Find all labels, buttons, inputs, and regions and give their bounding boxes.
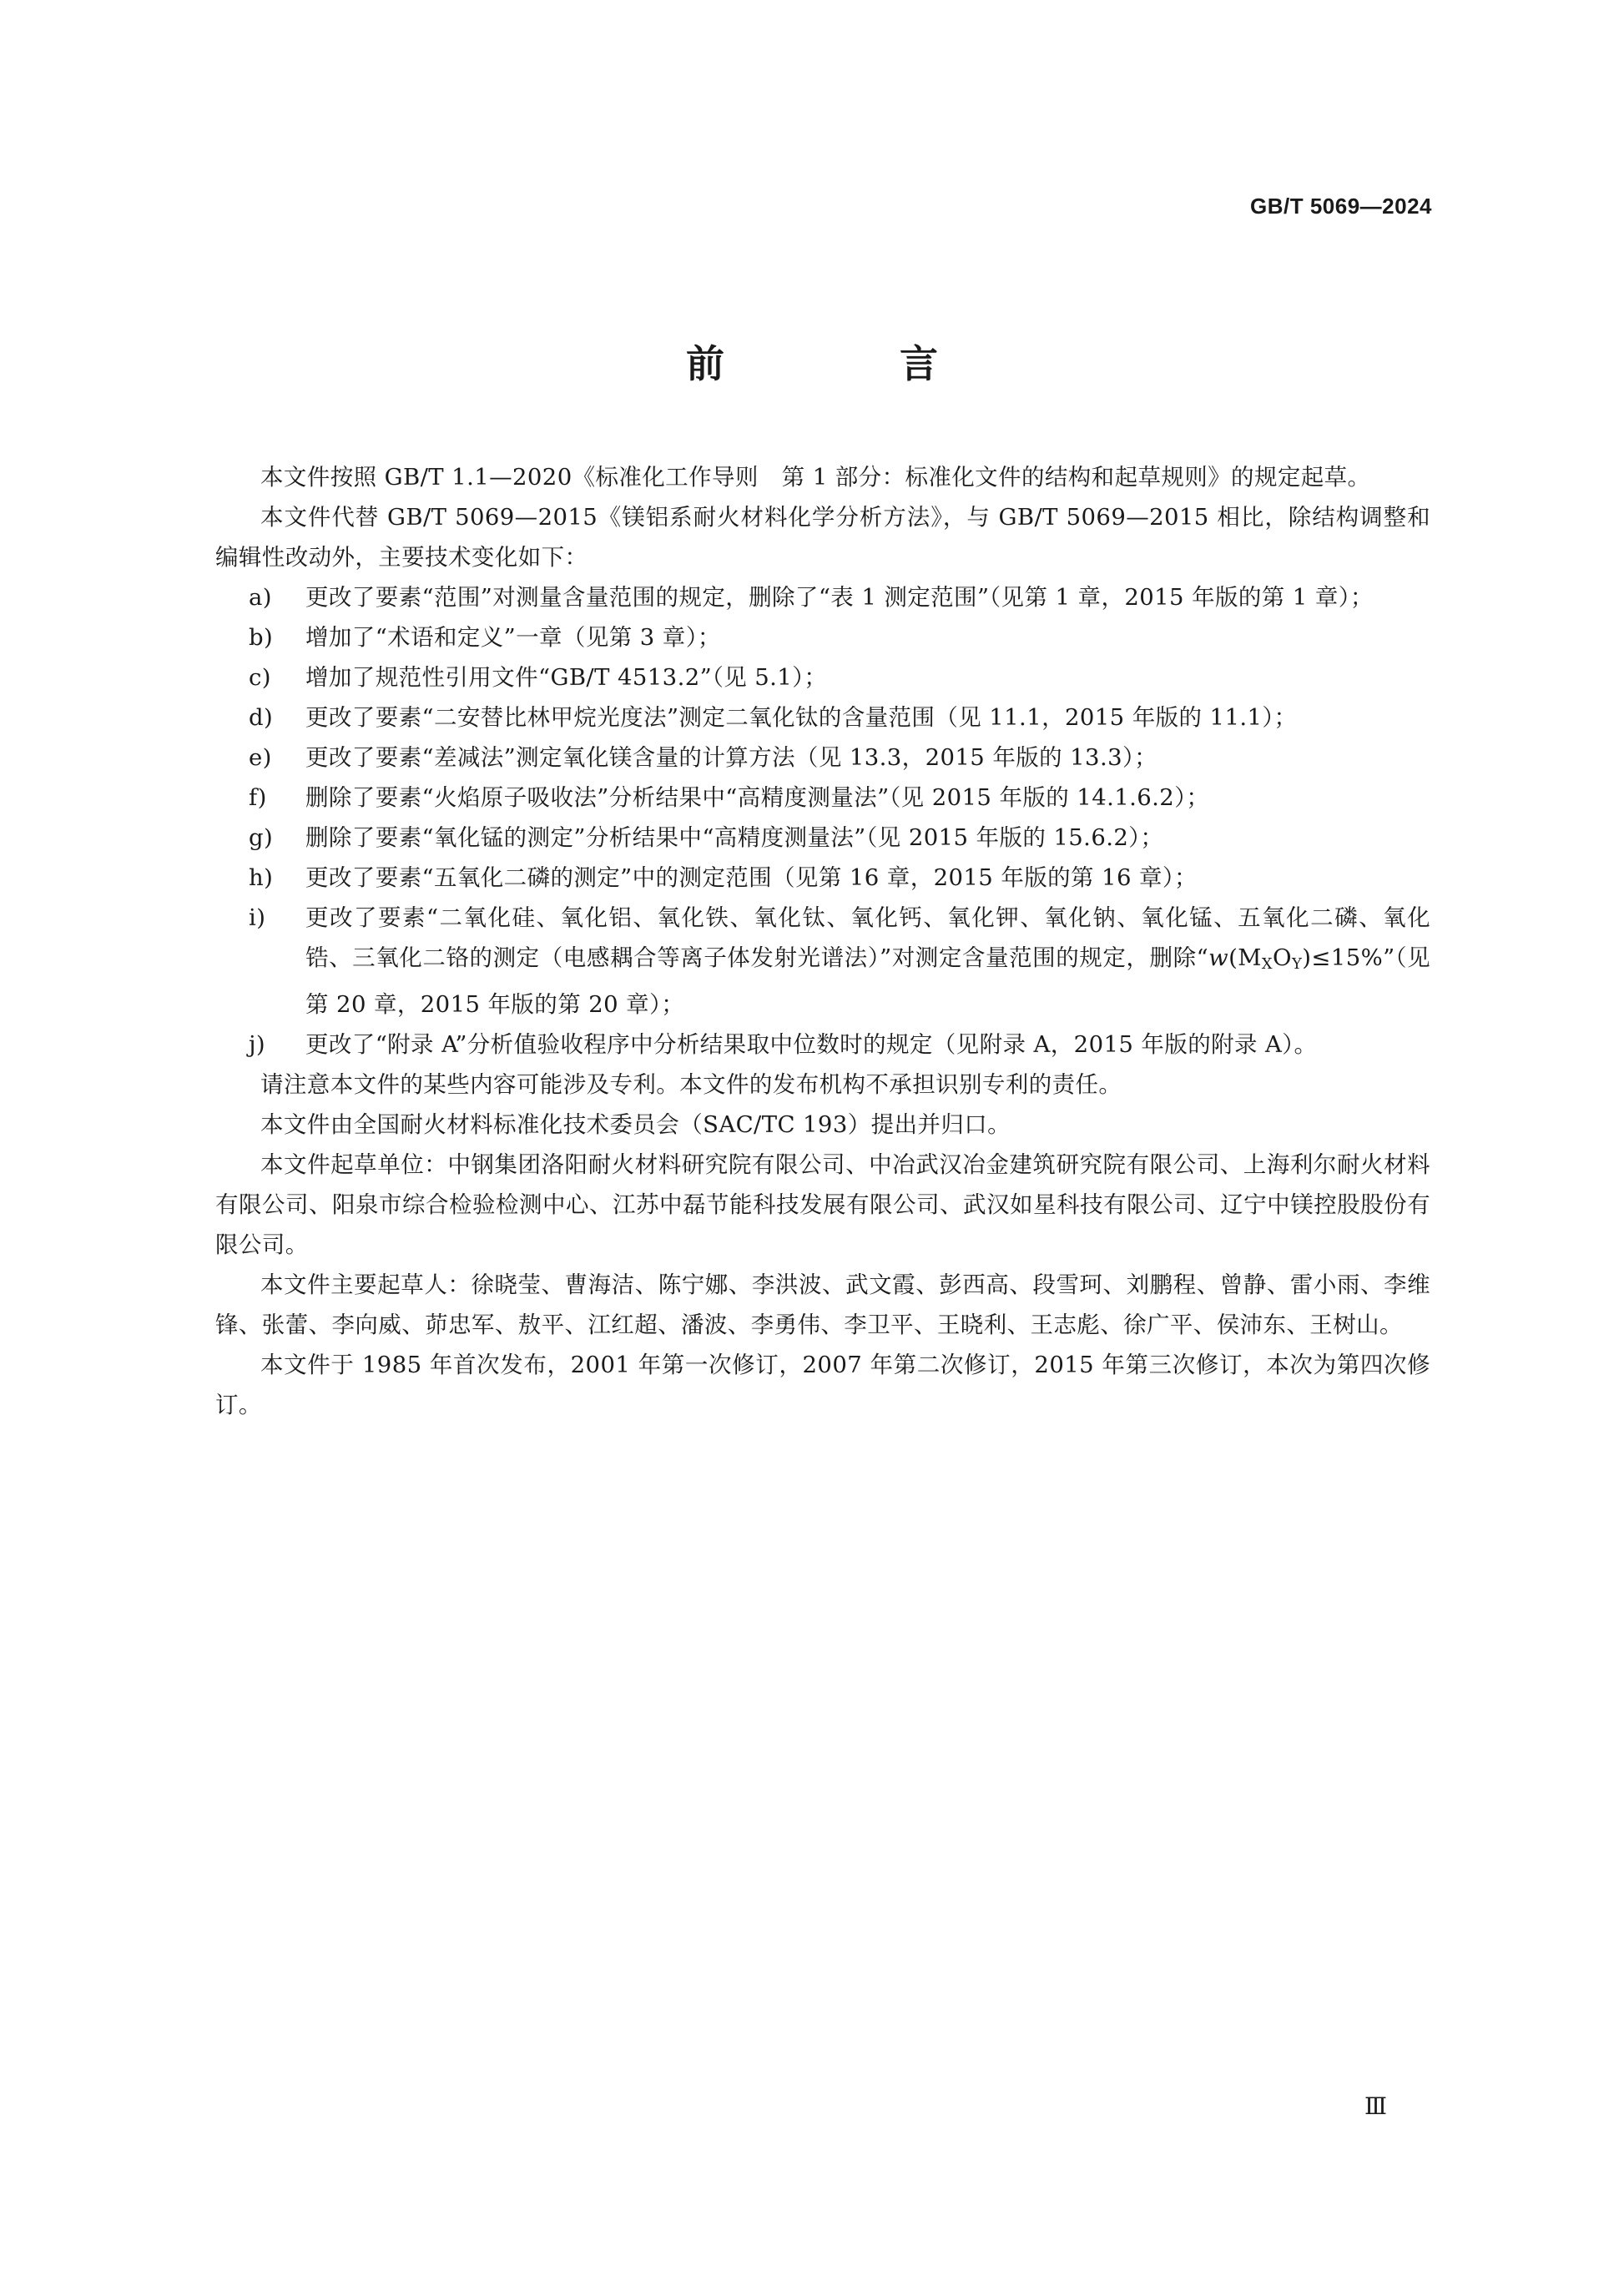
- list-item-text: 更改了要素“二安替比林甲烷光度法”测定二氧化钛的含量范围（见 11.1，2015 年版的 11.1）；: [305, 704, 1298, 731]
- list-item-text: 删除了要素“火焰原子吸收法”分析结果中“高精度测量法”（见 2015 年版的 14.1.6.2）；: [305, 784, 1210, 811]
- list-marker: g): [249, 824, 274, 851]
- paragraph-drafting-units: 本文件起草单位：中钢集团洛阳耐火材料研究院有限公司、中冶武汉冶金建筑研究院有限公司、上海利尔耐火材料有限公司、阳泉市综合检验检测中心、江苏中磊节能科技发展有限公司、武汉如星科技有限公司、辽宁中镁控股股份有限公司。: [215, 1151, 1430, 1258]
- standard-code: GB/T 5069—2024: [1249, 194, 1432, 219]
- document-body: [215, 457, 1430, 1425]
- list-item-text: 更改了要素“范围”对测量含量范围的规定，删除了“表 1 测定范围”（见第 1 章，2015 年版的第 1 章）；: [305, 584, 1374, 611]
- list-item: [215, 1025, 1430, 1065]
- list-marker: a): [249, 584, 272, 611]
- list-item: [215, 738, 1430, 778]
- page-title: 前 言: [686, 341, 1006, 386]
- paragraph-history: 本文件于 1985 年首次发布，2001 年第一次修订，2007 年第二次修订，2015 年第三次修订，本次为第四次修订。: [215, 1352, 1430, 1418]
- list-marker: i): [249, 904, 266, 931]
- list-item-text: 更改了要素“差减法”测定氧化镁含量的计算方法（见 13.3，2015 年版的 13.3）；: [305, 744, 1158, 771]
- list-item: [215, 577, 1430, 617]
- list-marker: h): [249, 864, 274, 891]
- formula-subscript-y: Y: [1291, 955, 1303, 973]
- list-item: [215, 858, 1430, 898]
- list-item: [215, 778, 1430, 818]
- formula-subscript-x: X: [1261, 955, 1273, 973]
- list-item: [215, 697, 1430, 738]
- list-marker: d): [249, 704, 274, 731]
- list-item-text: 更改了“附录 A”分析值验收程序中分析结果取中位数时的规定（见附录 A，2015 年版的附录 A）。: [305, 1031, 1318, 1058]
- list-item-text: 删除了要素“氧化锰的测定”分析结果中“高精度测量法”（见 2015 年版的 15.6.2）；: [305, 824, 1164, 851]
- list-marker: e): [249, 744, 272, 771]
- list-item-text-post: ”（见第 20 章，2015 年版的第 20 章）；: [305, 944, 1430, 1018]
- formula-close: )≤15%: [1302, 944, 1384, 971]
- changes-list: [215, 577, 1430, 1065]
- formula-mid: O: [1272, 944, 1292, 971]
- paragraph-patent-notice: 请注意本文件的某些内容可能涉及专利。本文件的发布机构不承担识别专利的责任。: [260, 1071, 1122, 1098]
- page-number: Ⅲ: [1364, 2092, 1385, 2120]
- formula-open: (M: [1228, 944, 1262, 971]
- list-item-text: [305, 904, 1430, 1018]
- paragraph-committee: 本文件由全国耐火材料标准化技术委员会（SAC/TC 193）提出并归口。: [260, 1111, 1011, 1138]
- formula-symbol: w: [1208, 944, 1229, 971]
- paragraph-drafters: 本文件主要起草人：徐晓莹、曹海洁、陈宁娜、李洪波、武文霞、彭西高、段雪珂、刘鹏程、曾静、雷小雨、李维锋、张蕾、李向威、茆忠军、敖平、江红超、潘波、李勇伟、李卫平、王晓利、王志彪、徐广平、侯沛东、王树山。: [215, 1271, 1430, 1338]
- list-marker: c): [249, 664, 271, 691]
- list-item: [215, 617, 1430, 657]
- list-marker: j): [249, 1031, 266, 1058]
- list-item: [215, 657, 1430, 697]
- list-marker: b): [249, 624, 274, 651]
- list-item-text-pre: 更改了要素“二氧化硅、氧化铝、氧化铁、氧化钛、氧化钙、氧化钾、氧化钠、氧化锰、五氧化二磷、氧化锆、三氧化二铬的测定（电感耦合等离子体发射光谱法）”对测定含量范围的规定，删除“: [305, 904, 1430, 971]
- list-item: [215, 898, 1430, 1025]
- list-item-text: 增加了“术语和定义”一章（见第 3 章）；: [305, 624, 721, 651]
- list-item-text: 更改了要素“五氧化二磷的测定”中的测定范围（见第 16 章，2015 年版的第 16 章）；: [305, 864, 1198, 891]
- list-marker: f): [249, 784, 267, 811]
- list-item: [215, 818, 1430, 858]
- list-item-text: 增加了规范性引用文件“GB/T 4513.2”（见 5.1）；: [305, 664, 828, 691]
- paragraph-drafting-rules: 本文件按照 GB/T 1.1—2020《标准化工作导则 第 1 部分：标准化文件的结构和起草规则》的规定起草。: [260, 464, 1371, 491]
- paragraph-replacement: 本文件代替 GB/T 5069—2015《镁铝系耐火材料化学分析方法》，与 GB/T 5069—2015 相比，除结构调整和编辑性改动外，主要技术变化如下：: [215, 504, 1430, 571]
